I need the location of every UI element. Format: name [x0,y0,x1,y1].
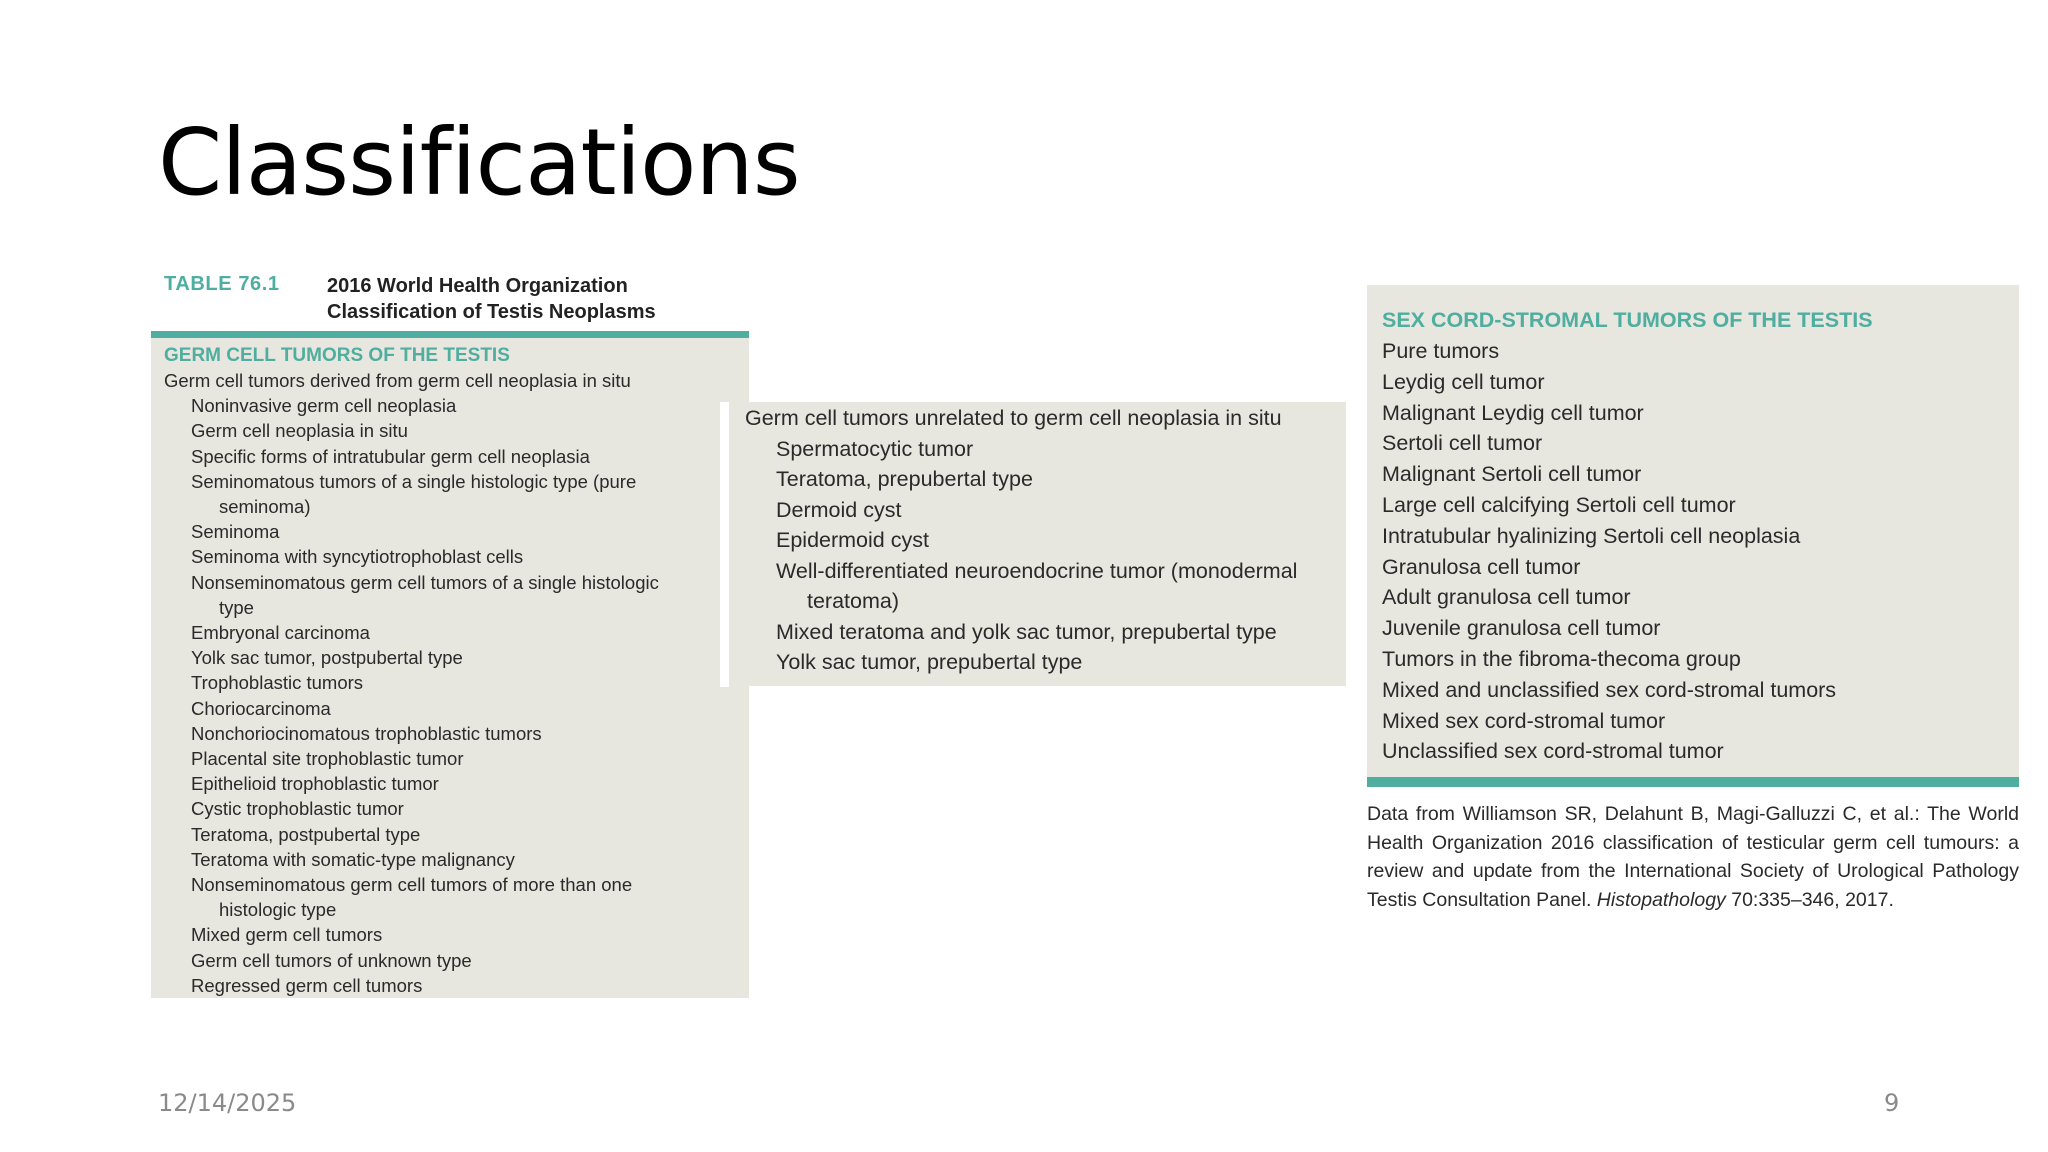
list-item [164,444,744,469]
list-item [745,647,1345,678]
unrelated-section [745,403,1345,678]
list-item-text: Choriocarcinoma [191,697,331,719]
list-item-continuation: seminoma) [219,496,311,518]
list-item-text: Teratoma, prepubertal type [776,467,1033,491]
list-item: Granulosa cell tumor [1382,554,1581,579]
list-item [164,771,744,796]
list-item-text: Germ cell neoplasia in situ [191,420,408,442]
list-item [164,620,744,645]
list-item: Adult granulosa cell tumor [1382,585,1631,610]
list-item [164,721,744,746]
list-item: Malignant Leydig cell tumor [1382,400,1644,425]
list-item: Sertoli cell tumor [1382,431,1543,456]
list-item: Juvenile granulosa cell tumor [1382,616,1661,641]
table-caption-line2: Classification of Testis Neoplasms [327,301,656,323]
list-item [164,948,744,973]
list-item-text: Seminoma [191,521,280,543]
list-item-text: Spermatocytic tumor [776,436,974,461]
list-item-text: Teratoma, postpubertal type [191,823,421,845]
list-item [164,469,744,519]
list-item-text: Nonchoriocinomatous trophoblastic tumors [191,722,542,744]
slide-title: Classifications [158,109,800,216]
citation [1367,800,2019,914]
list-item [745,434,1345,465]
list-item-text: Germ cell tumors unrelated to germ cell neoplasia in situ [745,406,1282,430]
list-item: Unclassified sex cord-stromal tumor [1382,739,1724,764]
list-item-continuation: histologic type [219,899,337,921]
list-item [745,464,1345,495]
list-item [164,645,744,670]
list-item-text: Epithelioid trophoblastic tumor [191,773,439,795]
list-item-text: Specific forms of intratubular germ cell neoplasia [191,445,590,467]
table-top-rule [151,331,749,338]
list-item-text: Yolk sac tumor, prepubertal type [776,650,1083,674]
list-item [164,847,744,872]
list-item-text: Well-differentiated neuroendocrine tumor (monodermal [776,558,1298,583]
list-item: Large cell calcifying Sertoli cell tumor [1382,492,1736,517]
sex-cord-bottom-rule [1367,777,2019,787]
list-item-text: Dermoid cyst [776,497,902,522]
list-item-continuation: type [219,596,254,618]
list-item-text: Teratoma with somatic-type malignancy [191,848,515,870]
list-item-text: Epidermoid cyst [776,528,929,552]
list-item [745,403,1345,434]
list-item-text: Noninvasive germ cell neoplasia [191,395,457,417]
table-number: TABLE 76.1 [164,273,280,295]
list-item [164,746,744,771]
list-item [164,796,744,821]
list-item [164,519,744,544]
list-item-text: Mixed teratoma and yolk sac tumor, prepubertal type [776,619,1277,644]
sex-cord-section [1382,305,2012,767]
list-item-text: Cystic trophoblastic tumor [191,798,404,820]
list-item [164,393,744,418]
table-caption-line1: 2016 World Health Organization [327,275,628,297]
list-item-text: Seminomatous tumors of a single histologic type (pure [191,470,637,492]
footer-date: 12/14/2025 [158,1089,297,1117]
list-item-text: Mixed germ cell tumors [191,924,383,946]
list-item-text: Embryonal carcinoma [191,622,370,644]
unrelated-list [745,403,1345,678]
list-item [164,973,744,998]
list-item: Leydig cell tumor [1382,369,1545,394]
list-item-continuation: teratoma) [807,589,900,613]
list-item [164,670,744,695]
list-item-text: Trophoblastic tumors [191,672,364,694]
germ-cell-list [164,368,744,998]
list-item: Mixed and unclassified sex cord-stromal tumors [1382,677,1837,702]
citation-text: Data from Williamson SR, Delahunt B, Magi-Galluzzi C, et al.: The World Health Organization 2016 classification of testicular germ cell tumours: a review and update from the International Society of Urological Pathology Testis Consultation Panel. [1367,803,2019,911]
list-item [745,617,1345,648]
list-item [745,525,1345,556]
sex-cord-heading: SEX CORD-STROMAL TUMORS OF THE TESTIS [1382,308,1873,332]
table-header [151,270,749,332]
list-item: Malignant Sertoli cell tumor [1382,462,1642,487]
list-item [164,570,744,620]
list-item [745,556,1345,617]
panel-divider [720,402,729,687]
list-item-text: Seminoma with syncytiotrophoblast cells [191,546,524,568]
list-item: Pure tumors [1382,339,1500,363]
list-item: Intratubular hyalinizing Sertoli cell neoplasia [1382,523,1801,548]
germ-cell-heading: GERM CELL TUMORS OF THE TESTIS [164,345,510,366]
sex-cord-list [1382,336,2012,767]
list-item-text: Placental site trophoblastic tumor [191,748,464,770]
list-item [164,368,744,393]
list-item [164,922,744,947]
list-item-text: Germ cell tumors derived from germ cell neoplasia in situ [164,370,631,391]
list-item [164,696,744,721]
list-item-text: Regressed germ cell tumors [191,974,423,996]
germ-cell-section [164,344,744,998]
table-caption [327,273,656,325]
list-item [164,872,744,922]
citation-journal: Histopathology [1596,888,1726,911]
list-item-text: Nonseminomatous germ cell tumors of more than one [191,874,633,896]
list-item [745,495,1345,526]
list-item [164,822,744,847]
list-item-text: Nonseminomatous germ cell tumors of a single histologic [191,571,659,593]
list-item [164,418,744,443]
list-item [164,544,744,569]
list-item: Mixed sex cord-stromal tumor [1382,708,1666,733]
list-item: Tumors in the fibroma-thecoma group [1382,646,1741,671]
list-item-text: Germ cell tumors of unknown type [191,949,472,971]
page-number: 9 [1884,1089,1900,1117]
list-item-text: Yolk sac tumor, postpubertal type [191,647,463,669]
citation-ref: 70:335–346, 2017. [1731,888,1894,911]
